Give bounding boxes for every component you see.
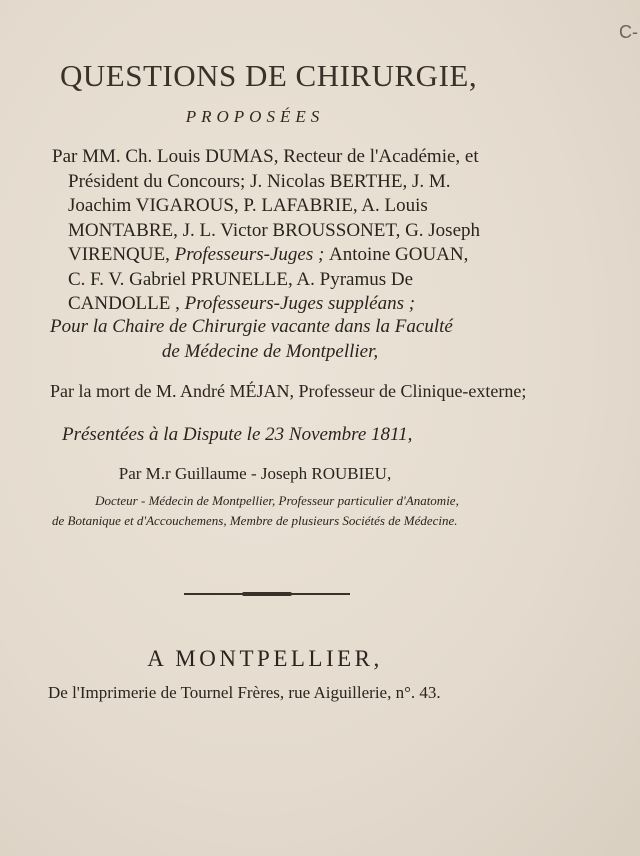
authors-line-7: [52, 292, 502, 317]
presented-line: Présentées à la Dispute le 23 Novembre 1811,: [62, 424, 413, 445]
margin-pencil-mark: C-: [619, 22, 638, 42]
imprint-printer: De l'Imprimerie de Tournel Frères, rue Aiguillerie, n°. 43.: [48, 683, 441, 702]
chair-line-1: Pour la Chaire de Chirurgie vacante dans la Faculté: [50, 316, 453, 337]
authors-line-1: Par MM. Ch. Louis DUMAS, Recteur de l'Académie, et: [52, 146, 479, 167]
chair-paragraph: [50, 314, 490, 364]
death-line: Par la mort de M. André MÉJAN, Professeur de Clinique-externe;: [50, 381, 527, 401]
authors-line-5: [52, 243, 502, 268]
credentials-line-1: Docteur - Médecin de Montpellier, Professeur particulier d'Anatomie,: [95, 493, 459, 508]
credentials-line-2: de Botanique et d'Accouchemens, Membre de plusieurs Sociétés de Médecine.: [52, 513, 458, 528]
authors-paragraph: [52, 145, 502, 317]
authors-line-2: Président du Concours; J. Nicolas BERTHE, J. M.: [68, 170, 451, 192]
authors-name-candolle: CANDOLLE ,: [68, 293, 185, 314]
chair-line-2: de Médecine de Montpellier,: [161, 341, 379, 362]
authors-role-substitutes: Professeurs-Juges suppléans ;: [184, 293, 416, 314]
authors-line-3: Joachim VIGAROUS, P. LAFABRIE, A. Louis: [68, 195, 428, 216]
authors-role-judges: Professeurs-Juges ;: [174, 244, 330, 265]
authors-name-gouan: Antoine GOUAN,: [329, 244, 469, 265]
authors-line-4: MONTABRE, J. L. Victor BROUSSONET, G. Joseph: [68, 219, 481, 241]
authors-line-6: C. F. V. Gabriel PRUNELLE, A. Pyramus De: [68, 268, 414, 290]
authors-name-virenque: VIRENQUE,: [68, 244, 175, 265]
imprint-city: A MONTPELLIER,: [147, 646, 383, 671]
credentials-paragraph: [52, 491, 502, 531]
author-line: Par M.r Guillaume - Joseph ROUBIEU,: [118, 464, 392, 483]
ornamental-rule: [184, 593, 350, 595]
page-title: QUESTIONS DE CHIRURGIE,: [60, 58, 478, 93]
page-subtitle: PROPOSÉES: [185, 107, 325, 126]
